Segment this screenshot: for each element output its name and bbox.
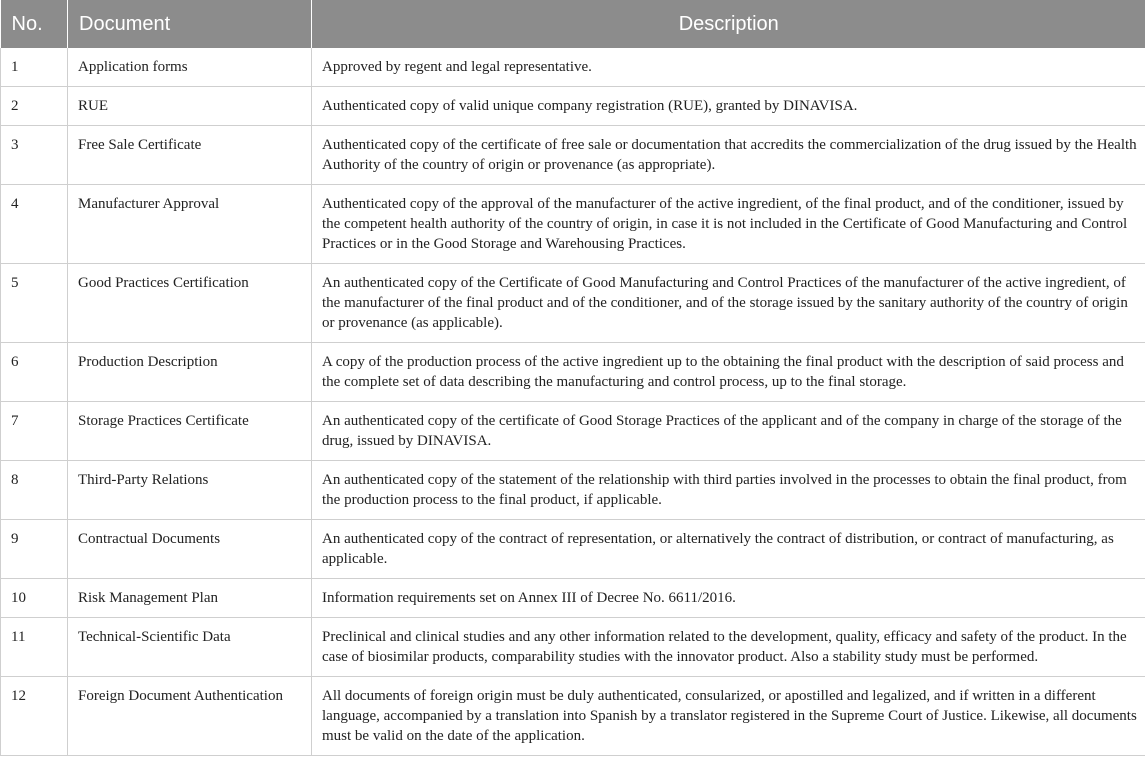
row-number: 7: [1, 402, 68, 461]
row-number: 4: [1, 185, 68, 264]
table-row: [1, 618, 1145, 677]
table-row: [1, 402, 1145, 461]
row-number: 8: [1, 461, 68, 520]
row-number: 5: [1, 264, 68, 343]
row-document: RUE: [68, 87, 312, 126]
row-description: Authenticated copy of the certificate of free sale or documentation that accredits the commercialization of the drug issued by the Health Authority of the country of origin or provenance (as appropriate).: [312, 126, 1145, 185]
row-description: An authenticated copy of the statement of the relationship with third parties involved in the processes to obtain the final product, from the production process to the final product, if applicable.: [312, 461, 1145, 520]
row-document: Third-Party Relations: [68, 461, 312, 520]
table-row: [1, 343, 1145, 402]
row-document: Risk Management Plan: [68, 579, 312, 618]
row-number: 10: [1, 579, 68, 618]
row-description: Information requirements set on Annex III of Decree No. 6611/2016.: [312, 579, 1145, 618]
row-description: An authenticated copy of the certificate of Good Storage Practices of the applicant and of the company in charge of the storage of the drug, issued by DINAVISA.: [312, 402, 1145, 461]
row-document: Manufacturer Approval: [68, 185, 312, 264]
header-row: [1, 0, 1145, 48]
row-description: Preclinical and clinical studies and any other information related to the development, quality, efficacy and safety of the product. In the case of biosimilar products, comparability studies with the innovator product. Also a stability study must be performed.: [312, 618, 1145, 677]
row-number: 12: [1, 677, 68, 756]
column-header-document: Document: [68, 0, 312, 48]
row-description: A copy of the production process of the active ingredient up to the obtaining the final product with the description of said process and the complete set of data describing the manufacturing and control process, up to the final storage.: [312, 343, 1145, 402]
table-header: [1, 0, 1145, 48]
row-number: 11: [1, 618, 68, 677]
table-row: [1, 185, 1145, 264]
row-number: 9: [1, 520, 68, 579]
row-document: Free Sale Certificate: [68, 126, 312, 185]
row-number: 2: [1, 87, 68, 126]
row-description: Authenticated copy of valid unique company registration (RUE), granted by DINAVISA.: [312, 87, 1145, 126]
row-number: 1: [1, 48, 68, 87]
table-row: [1, 677, 1145, 756]
table-row: [1, 126, 1145, 185]
row-description: All documents of foreign origin must be duly authenticated, consularized, or apostilled and legalized, and if written in a different language, accompanied by a translation into Spanish by a translator registered in the Supreme Court of Justice. Likewise, all documents must be valid on the date of the application.: [312, 677, 1145, 756]
column-header-description: Description: [312, 0, 1145, 48]
table-row: [1, 87, 1145, 126]
row-description: Authenticated copy of the approval of the manufacturer of the active ingredient, of the final product, and of the conditioner, issued by the competent health authority of the country of origin, in case it is not included in the Certificate of Good Manufacturing and Control Practices or in the Good Storage and Warehousing Practices.: [312, 185, 1145, 264]
row-document: Contractual Documents: [68, 520, 312, 579]
table-row: [1, 579, 1145, 618]
row-description: An authenticated copy of the Certificate of Good Manufacturing and Control Practices of the manufacturer of the active ingredient, of the manufacturer of the final product and of the conditioner, and of the storage issued by the sanitary authority of the country of origin or provenance (as applicable).: [312, 264, 1145, 343]
table-row: [1, 461, 1145, 520]
row-description: Approved by regent and legal representative.: [312, 48, 1145, 87]
table-row: [1, 520, 1145, 579]
table-row: [1, 264, 1145, 343]
row-document: Foreign Document Authentication: [68, 677, 312, 756]
row-document: Storage Practices Certificate: [68, 402, 312, 461]
row-number: 6: [1, 343, 68, 402]
row-description: An authenticated copy of the contract of representation, or alternatively the contract of distribution, or contract of manufacturing, as applicable.: [312, 520, 1145, 579]
table-row: [1, 48, 1145, 87]
row-document: Good Practices Certification: [68, 264, 312, 343]
row-document: Production Description: [68, 343, 312, 402]
column-header-no: No.: [1, 0, 68, 48]
table-body: [1, 48, 1145, 756]
row-number: 3: [1, 126, 68, 185]
row-document: Technical-Scientific Data: [68, 618, 312, 677]
row-document: Application forms: [68, 48, 312, 87]
